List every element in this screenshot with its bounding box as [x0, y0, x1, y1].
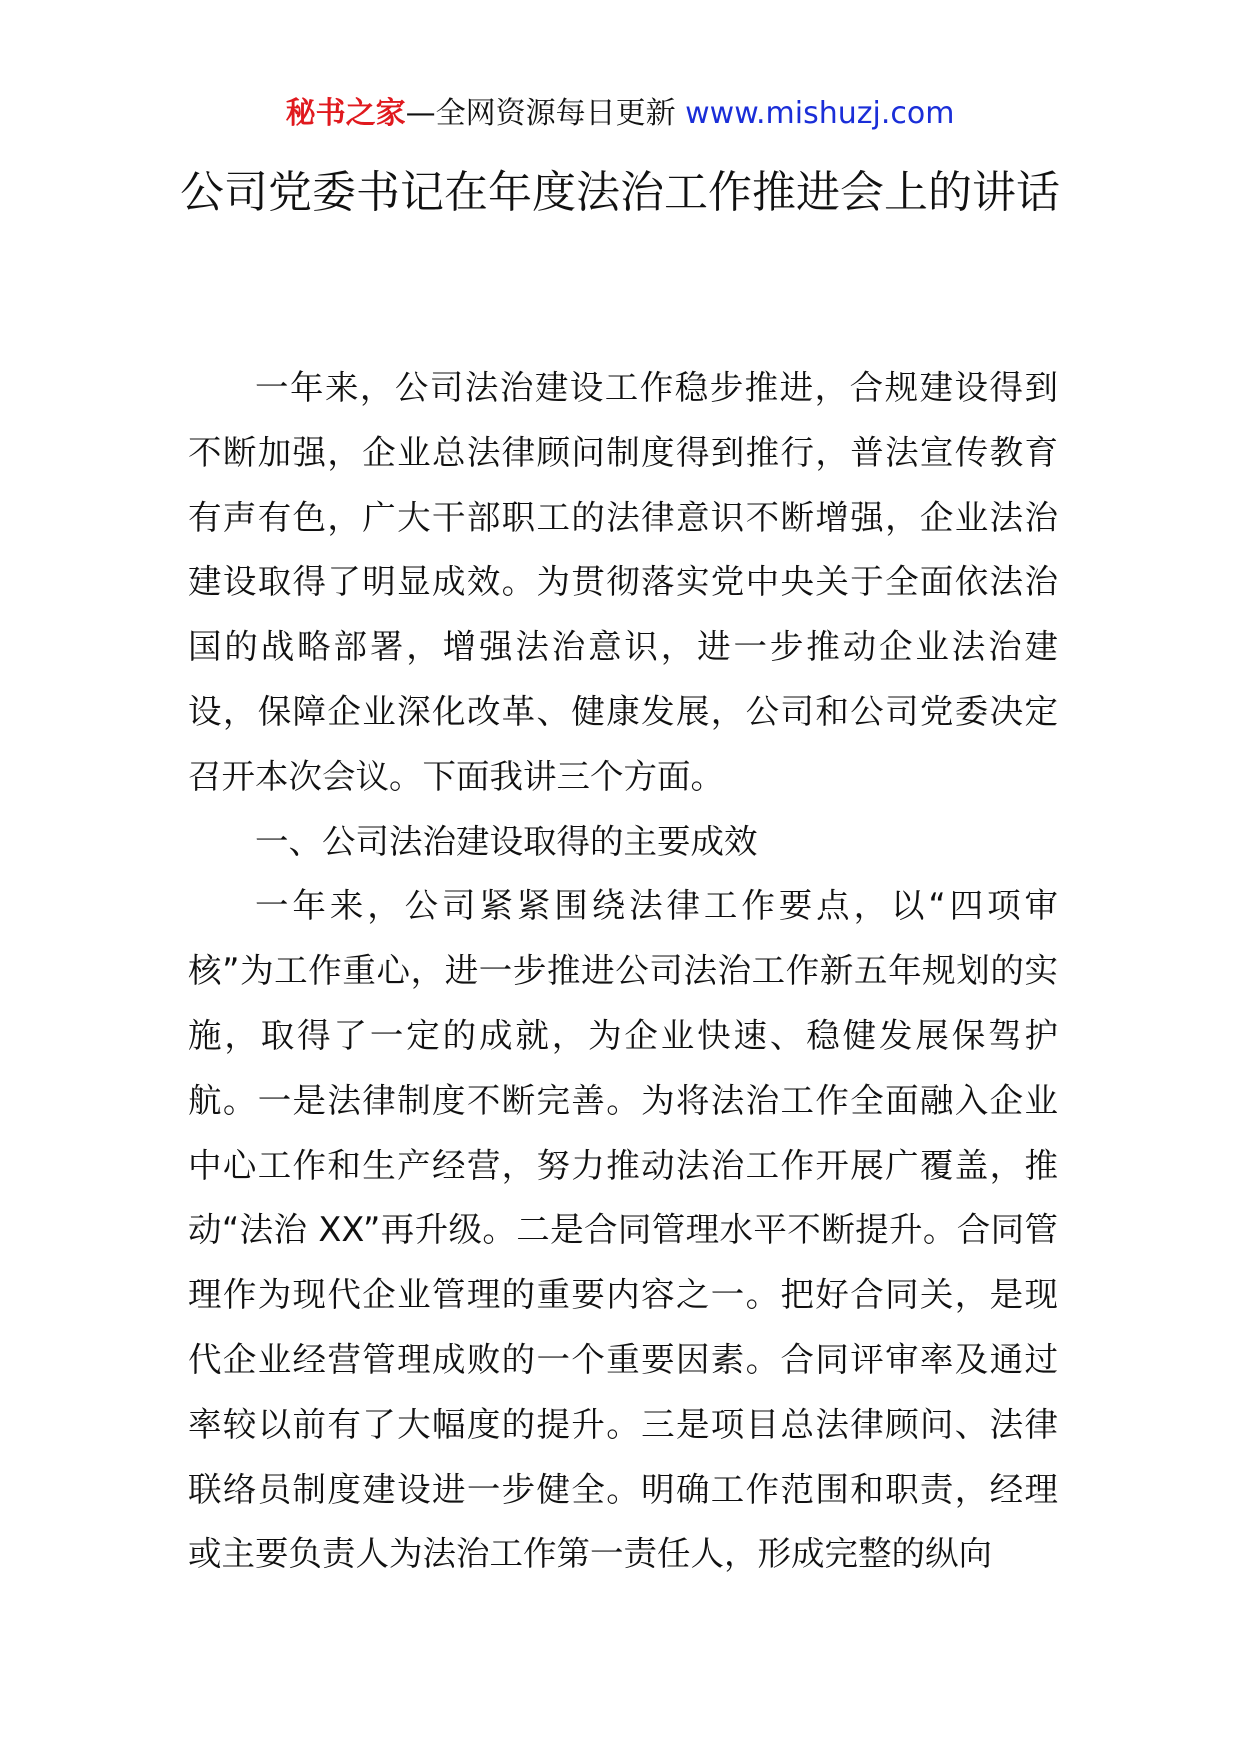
section-paragraph: 一年来，公司紧紧围绕法律工作要点，以“四项审核”为工作重心，进一步推进公司法治工作新五年规划的实施，取得了一定的成就，为企业快速、稳健发展保驾护航。一是法律制度不断完善。为将法治工作全面融入企业中心工作和生产经营，努力推动法治工作开展广覆盖，推动“法治 XX”再升级。二是合同管理水平不断提升。合同管理作为现代企业管理的重要内容之一。把好合同关，是现代企业经营管理成败的一个重要因素。合同评审率及通过率较以前有了大幅度的提升。三是项目总法律顾问、法律联络员制度建设进一步健全。明确工作范围和职责，经理或主要负责人为法治工作第一责任人，形成完整的纵向: [188, 886, 1058, 1574]
section-heading: 一、公司法治建设取得的主要成效: [255, 821, 758, 861]
site-header: [0, 96, 1240, 132]
site-brand: 秘书之家: [285, 96, 406, 131]
site-url-link[interactable]: www.mishuzj.com: [685, 96, 955, 131]
site-slogan: —全网资源每日更新: [405, 96, 686, 131]
intro-paragraph: 一年来，公司法治建设工作稳步推进，合规建设得到不断加强，企业总法律顾问制度得到推行，普法宣传教育有声有色，广大干部职工的法律意识不断增强，企业法治建设取得了明显成效。为贯彻落实党中央关于全面依法治国的战略部署，增强法治意识，进一步推动企业法治建设，保障企业深化改革、健康发展，公司和公司党委决定召开本次会议。下面我讲三个方面。: [188, 368, 1058, 796]
document-body: [188, 356, 1058, 1587]
document-title: 公司党委书记在年度法治工作推进会上的讲话: [180, 167, 1060, 218]
